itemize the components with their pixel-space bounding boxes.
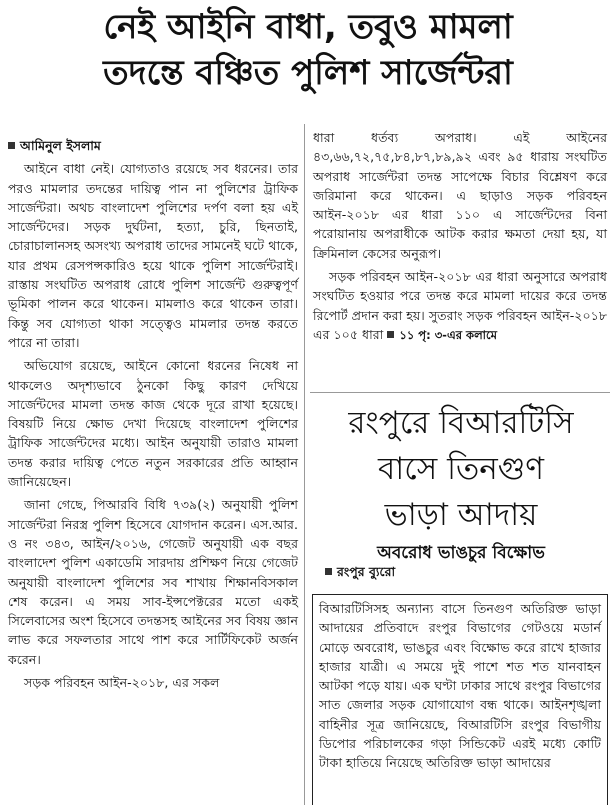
right-column-continuation: [313, 128, 607, 345]
story2-headline-line-3: ভাড়া আদায়: [384, 497, 538, 533]
story2-headline-line-1: রংপুরে বিআরটিসি: [348, 405, 574, 441]
paragraph-5: ধারা ধর্তব্য অপরাধ। এই আইনের ৪৩,৬৬,৭২,৭৫,৮৪,৮৭,৮৯,৯২ এবং ৯৫ ধারায় সংঘটিত অপরাধ সার্জেন্টরা তদন্ত সাপেক্ষে বিচার বিশ্লেষণ করে জরিমানা করে থাকেন। এ ছাড়াও সড়ক পরিবহন আইন-২০১৮ এর ধারা ১১০ এ সার্জেন্টদের বিনা পরোয়ানায় অপরাধীকে আটক করার ক্ষমতা দেয়া হয়, যা ক্রিমিনাল কেসের অনুরূপ।: [313, 130, 607, 261]
story2-headline-line-2: বাসে তিনগুণ: [378, 451, 544, 487]
bullet-square-icon: [8, 142, 15, 149]
story2-headline: [312, 400, 610, 538]
story2-body-box: [312, 594, 608, 805]
story2-byline-name: রংপুর ব্যুরো: [337, 564, 396, 579]
continued-text: ১১ পৃ: ৩-এর কলামে: [399, 327, 497, 342]
headline: [0, 4, 616, 96]
paragraph-2: অভিযোগ রয়েছে, আইনে কোনো ধরনের নিষেধ না থাকলেও অদৃশ্যভাবে ঠুনকো কিছু কারণ দেখিয়ে সার্জেন্টদের মামলা তদন্ত কাজ থেকে দূরে রাখা হয়েছে। বিষয়টি নিয়ে ক্ষোভ দেখা দিয়েছে বাংলাদেশ পুলিশের ট্রাফিক সার্জেন্টদের মধ্যে। আইন অনুযায়ী তারাও মামলা তদন্ত করার দায়িত্ব পেতে নতুন সরকারের প্রতি আহ্বান জানিয়েছেন।: [8, 358, 298, 490]
byline-name: আমিনুল ইসলাম: [20, 138, 101, 153]
story2-body: বিআরটিসিসহ অন্যান্য বাসে তিনগুণ অতিরিক্ত ভাড়া আদায়ের প্রতিবাদে রংপুর বিভাগের গেটওয়ে মডার্ন মোড়ে অবরোধ, ভাঙচুর এবং বিক্ষোভ করে রাখে হাজার হাজার যাত্রী। এ সময়ে দুই পাশে শত শত যানবাহন আটকা পড়ে যায়। এক ঘণ্টা ঢাকার সাথে রংপুর বিভাগের সাত জেলার সড়ক যোগাযোগ বন্ধ থাকে। আইনশৃঙ্খলা বাহিনীর সূত্র জানিয়েছে, বিআরটিসি রংপুর বিভাগীয় ডিপোর পরিচালকের গড়া সিন্ডিকেট এরই মধ্যে কোটি টাকা হাতিয়ে নিয়েছে অতিরিক্ত ভাড়া আদায়ের: [319, 601, 601, 771]
bullet-square-icon: [325, 568, 332, 575]
headline-line-2: তদন্তে বঞ্চিত পুলিশ সার্জেন্টরা: [103, 53, 513, 93]
continued-on-page: [387, 328, 497, 342]
bullet-square-icon: [387, 331, 394, 338]
column-divider: [304, 124, 305, 805]
headline-line-1: নেই আইনি বাধা, তবুও মামলা: [103, 7, 513, 47]
paragraph-1: আইনে বাধা নেই। যোগ্যতাও রয়েছে সব ধরনের। তার পরও মামলার তদন্তের দায়িত্ব পান না পুলিশের ট্রাফিক সার্জেন্টরা। অথচ বাংলাদেশ পুলিশের দর্পণ বলা হয় এই সার্জেন্টদের। সড়ক দুর্ঘটনা, হত্যা, চুরি, ছিনতাই, চোরাচালানসহ অসংখ্য অপরাধ তাদের সামনেই ঘটে থাকে, যার প্রথম রেসপন্সকারিও হয়ে থাকে পুলিশ সার্জেন্টরাই। রাস্তায় সংঘটিত অপরাধ রোধে পুলিশ সার্জেন্ট গুরুত্বপূর্ণ ভূমিকা পালন করে থাকেন। মামলাও করে থাকেন তারা। কিন্তু সব যোগ্যতা থাকা সত্ত্বেও মামলার তদন্ত করতে পারে না তারা।: [8, 161, 298, 350]
paragraph-6-text: সড়ক পরিবহন আইন-২০১৮ এর ধারা অনুসারে অপরাধ সংঘটিত হওয়ার পরে তদন্ত করে মামলা দায়ের করে তদন্ত রিপোর্ট প্রদান করা হয়। সুতরাং সড়ক পরিবহন আইন-২০১৮ এর ১০৫ ধারা: [313, 269, 607, 342]
paragraph-6: [313, 267, 607, 345]
paragraph-3: জানা গেছে, পিআরবি বিধি ৭৩৯(২) অনুযায়ী পুলিশ সার্জেন্টরা নিরস্ত্র পুলিশ হিসেবে যোগদান করেন। এস.আর. ও নং ৩৪৩, আইন/২০১৬, গেজেট অনুযায়ী এক বছর বাংলাদেশ পুলিশ একাডেমি সারদায় প্রশিক্ষণ নিয়ে গেজেট অনুযায়ী বাংলাদেশ পুলিশের সব শাখায় শিক্ষানবিসকাল শেষ করেন। এ সময় সাব-ইন্সপেক্টরের মতো একই সিলেবাসের অংশ হিসেবে তদন্তসহ আইনের সব বিষয় জ্ঞান লাভ করে সফলতার সাথে পাশ করে সার্টিফিকেট অর্জন করেন।: [8, 497, 298, 667]
story2-kicker: অবরোধ ভাঙচুর বিক্ষোভ: [377, 543, 545, 563]
story2-byline: [325, 564, 395, 584]
byline: [8, 136, 298, 155]
paragraph-4: সড়ক পরিবহন আইন-২০১৮, এর সকল: [24, 675, 220, 691]
section-divider: [310, 392, 610, 393]
left-column: [8, 136, 298, 692]
